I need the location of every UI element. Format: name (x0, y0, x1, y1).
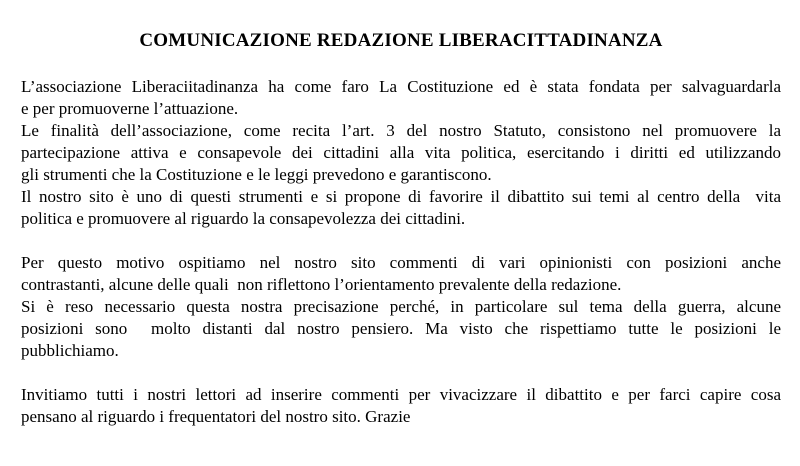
text-block (21, 76, 781, 120)
text-line: Il nostro sito è uno di questi strumenti e si propone di favorire il dibattito sui temi al centro della vita (21, 187, 781, 206)
text-block (21, 296, 781, 362)
paragraph-gap (21, 362, 781, 384)
text-line: posizioni sono molto distanti dal nostro pensiero. Ma visto che rispettiamo tutte le posizioni le (21, 319, 781, 338)
document-body (21, 76, 781, 428)
text-line: Per questo motivo ospitiamo nel nostro sito commenti di vari opinionisti con posizioni anche (21, 253, 781, 272)
text-line: Si è reso necessario questa nostra precisazione perché, in particolare sul tema della guerra, alcune (21, 297, 781, 316)
text-block (21, 384, 781, 428)
text-line: Le finalità dell’associazione, come recita l’art. 3 del nostro Statuto, consistono nel promuovere la (21, 121, 781, 140)
text-block (21, 186, 781, 230)
text-line: pubblichiamo. (21, 341, 119, 360)
text-block (21, 120, 781, 186)
text-line: L’associazione Liberaciitadinanza ha come faro La Costituzione ed è stata fondata per salvaguardarla (21, 77, 781, 96)
text-line: contrastanti, alcune delle quali non riflettono l’orientamento prevalente della redazione. (21, 275, 622, 294)
text-line: pensano al riguardo i frequentatori del nostro sito. Grazie (21, 407, 411, 426)
page-title: COMUNICAZIONE REDAZIONE LIBERACITTADINANZA (139, 30, 663, 51)
paragraph-gap (21, 230, 781, 252)
text-block (21, 252, 781, 296)
text-line: partecipazione attiva e consapevole dei cittadini alla vita politica, esercitando i diritti ed utilizzando (21, 143, 781, 162)
text-line: Invitiamo tutti i nostri lettori ad inserire commenti per vivacizzare il dibattito e per farci capire cosa (21, 385, 781, 404)
text-line: politica e promuovere al riguardo la consapevolezza dei cittadini. (21, 209, 466, 228)
text-line: e per promuoverne l’attuazione. (21, 99, 239, 118)
text-line: gli strumenti che la Costituzione e le leggi prevedono e garantiscono. (21, 165, 492, 184)
